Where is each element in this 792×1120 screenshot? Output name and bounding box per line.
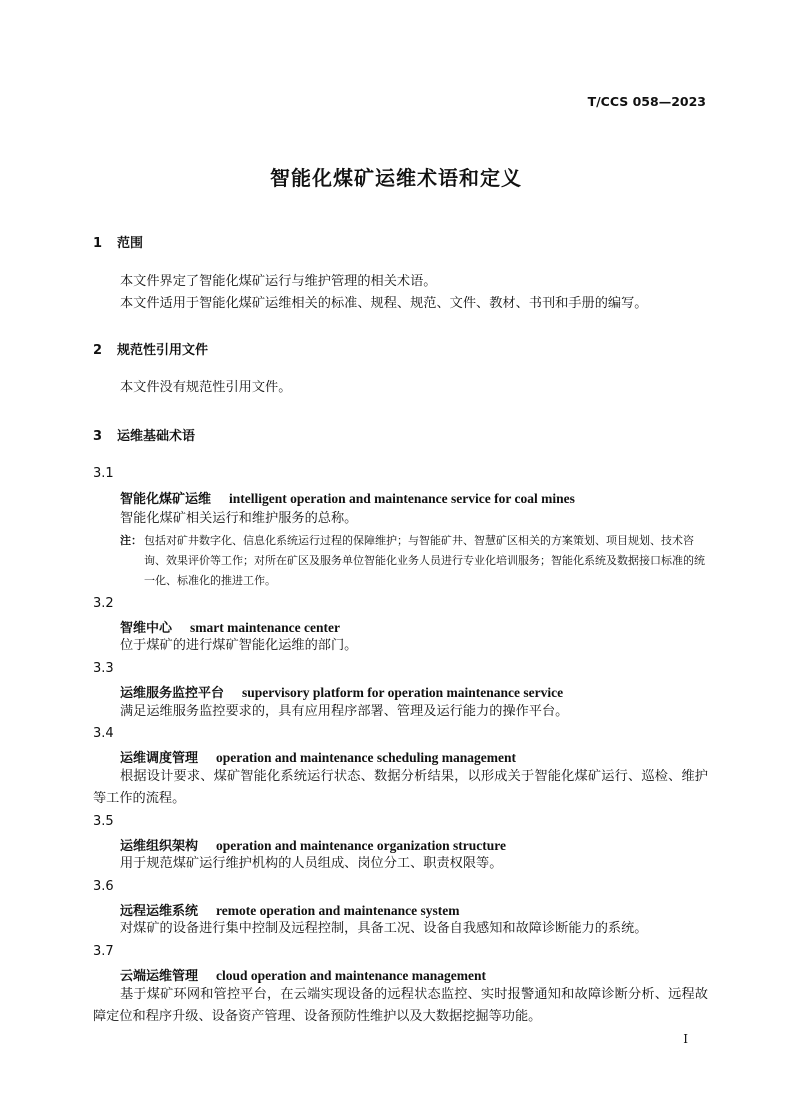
term-heading — [120, 747, 516, 766]
term-heading — [120, 835, 506, 854]
term-number: 3.5 — [93, 814, 114, 829]
term-en: intelligent operation and maintenance service for coal mines — [229, 491, 575, 506]
term-en: operation and maintenance organization structure — [216, 838, 507, 853]
term-definition: 智能化煤矿相关运行和维护服务的总称。 — [120, 511, 358, 526]
term-number: 3.7 — [93, 944, 114, 959]
term-definition: 根据设计要求、煤矿智能化系统运行状态、数据分析结果，以形成关于智能化煤矿运行、巡检、维护等工作的流程。 — [93, 769, 708, 806]
term-heading — [120, 682, 563, 701]
term-zh: 云端运维管理 — [120, 969, 199, 984]
section-1-heading — [93, 232, 143, 251]
section-title: 范围 — [117, 236, 144, 251]
term-zh: 运维调度管理 — [120, 751, 199, 766]
section-3-heading — [93, 425, 195, 444]
term-definition: 用于规范煤矿运行维护机构的人员组成、岗位分工、职责权限等。 — [120, 856, 503, 871]
note-text: 包括对矿井数字化、信息化系统运行过程的保障维护；与智能矿井、智慧矿区相关的方案策划、项目规划、技术咨询、效果评价等工作；对所在矿区及服务单位智能化业务人员进行专业化培训服务；智能化系统及数据接口标准的统一化、标准化的推进工作。 — [144, 534, 705, 587]
term-heading — [120, 900, 459, 919]
document-code: T/CCS 058—2023 — [587, 94, 706, 109]
page-title: 智能化煤矿运维术语和定义 — [270, 166, 522, 190]
term-heading — [120, 617, 340, 636]
term-en: smart maintenance center — [190, 620, 340, 635]
term-heading — [120, 488, 575, 507]
term-en: operation and maintenance scheduling management — [216, 750, 517, 765]
term-number: 3.4 — [93, 726, 114, 741]
term-zh: 智维中心 — [120, 621, 173, 636]
term-number: 3.3 — [93, 661, 114, 676]
term-note — [120, 531, 710, 591]
term-definition: 满足运维服务监控要求的，具有应用程序部署、管理及运行能力的操作平台。 — [120, 704, 569, 719]
section-2-heading — [93, 339, 208, 358]
paragraph: 本文件界定了智能化煤矿运行与维护管理的相关术语。 — [120, 274, 437, 289]
term-heading — [120, 965, 486, 984]
term-en: cloud operation and maintenance management — [216, 968, 487, 983]
section-title: 规范性引用文件 — [117, 343, 209, 358]
paragraph: 本文件没有规范性引用文件。 — [120, 380, 292, 395]
term-definition: 基于煤矿环网和管控平台，在云端实现设备的远程状态监控、实时报警通知和故障诊断分析、远程故障定位和程序升级、设备资产管理、设备预防性维护以及大数据挖掘等功能。 — [93, 987, 708, 1024]
term-en: supervisory platform for operation maintenance service — [242, 685, 564, 700]
section-title: 运维基础术语 — [117, 429, 196, 444]
term-en: remote operation and maintenance system — [216, 903, 460, 918]
term-definition: 位于煤矿的进行煤矿智能化运维的部门。 — [120, 638, 358, 653]
term-number: 3.1 — [93, 466, 114, 481]
section-number: 3 — [93, 429, 103, 444]
term-number: 3.2 — [93, 596, 114, 611]
term-zh: 运维服务监控平台 — [120, 686, 225, 701]
term-number: 3.6 — [93, 879, 114, 894]
section-number: 2 — [93, 343, 103, 358]
term-zh: 远程运维系统 — [120, 904, 199, 919]
page-number: I — [683, 1032, 688, 1046]
term-definition: 对煤矿的设备进行集中控制及远程控制，具备工况、设备自我感知和故障诊断能力的系统。 — [120, 921, 648, 936]
term-zh: 智能化煤矿运维 — [120, 492, 212, 507]
term-zh: 运维组织架构 — [120, 839, 199, 854]
paragraph: 本文件适用于智能化煤矿运维相关的标准、规程、规范、文件、教材、书刊和手册的编写。 — [120, 296, 648, 311]
note-label: 注： — [120, 534, 142, 547]
section-number: 1 — [93, 236, 103, 251]
